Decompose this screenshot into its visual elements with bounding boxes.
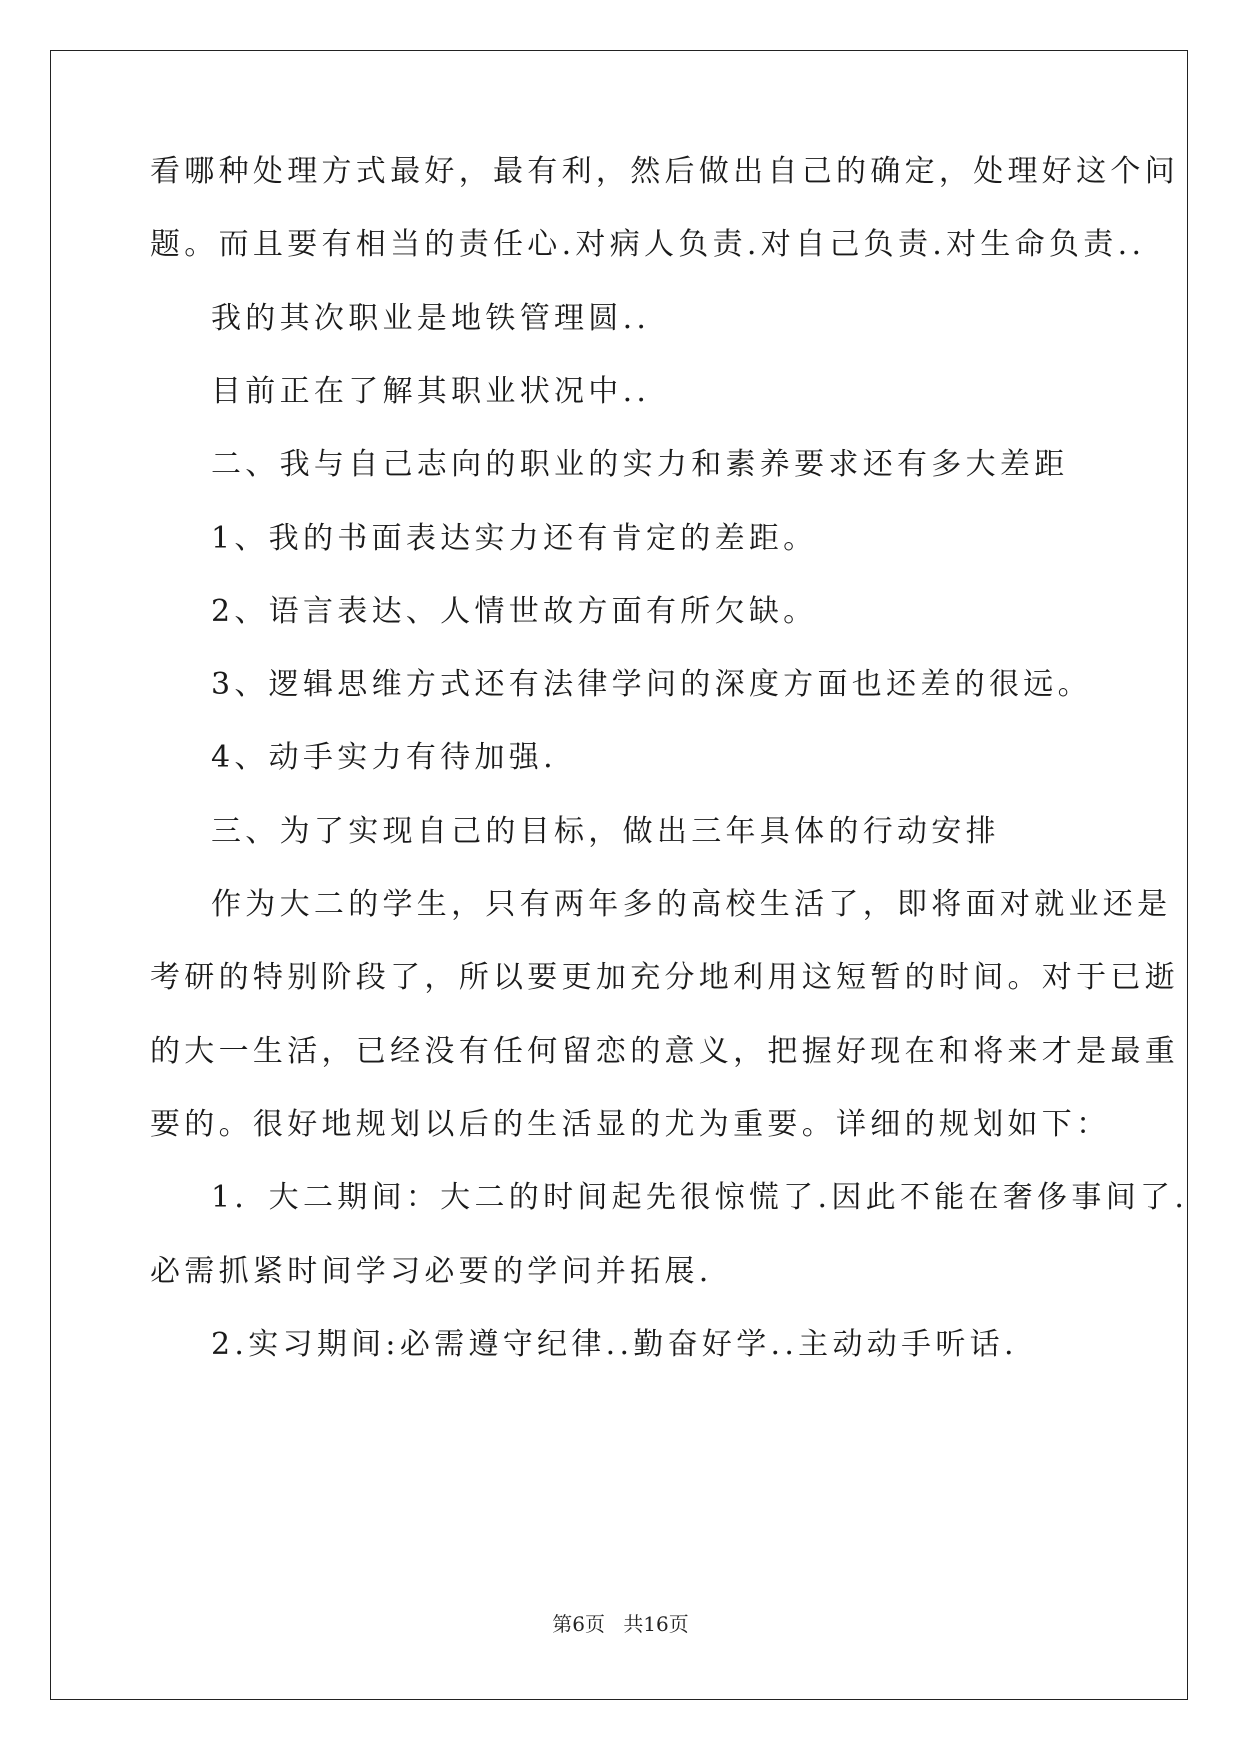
text-line: 看哪种处理方式最好，最有利，然后做出自己的确定，处理好这个问: [150, 154, 1179, 189]
text-line: 题。而且要有相当的责任心.对病人负责.对自己负责.对生命负责..: [150, 227, 1146, 262]
text-line: 考研的特别阶段了，所以要更加充分地利用这短暂的时间。对于已逝: [150, 960, 1179, 995]
text-line: 要的。很好地规划以后的生活显的尤为重要。详细的规划如下：: [150, 1107, 1111, 1142]
text-line: 4、动手实力有待加强.: [211, 740, 557, 775]
page-total: 共16页: [623, 1612, 689, 1636]
text-line: 1、我的书面表达实力还有肯定的差距。: [211, 521, 818, 556]
text-line: 2.实习期间:必需遵守纪律..勤奋好学..主动动手听话.: [211, 1327, 1018, 1362]
text-line: 1．大二期间：大二的时间起先很惊慌了.因此不能在奢侈事间了.: [211, 1180, 1189, 1215]
page-footer: [0, 1611, 1241, 1637]
text-line: 二、我与自己志向的职业的实力和素养要求还有多大差距: [211, 447, 1069, 482]
page-number: 第6页: [552, 1612, 605, 1636]
text-line: 的大一生活，已经没有任何留恋的意义，把握好现在和将来才是最重: [150, 1034, 1179, 1069]
text-line: 目前正在了解其职业状况中..: [211, 374, 651, 409]
page-border: [50, 50, 1188, 1700]
text-line: 2、语言表达、人情世故方面有所欠缺。: [211, 594, 818, 629]
text-line: 我的其次职业是地铁管理圆..: [211, 301, 651, 336]
text-line: 作为大二的学生，只有两年多的高校生活了，即将面对就业还是: [211, 887, 1172, 922]
text-line: 必需抓紧时间学习必要的学问并拓展.: [150, 1254, 713, 1289]
text-line: 3、逻辑思维方式还有法律学问的深度方面也还差的很远。: [211, 667, 1092, 702]
text-line: 三、为了实现自己的目标，做出三年具体的行动安排: [211, 814, 1000, 849]
